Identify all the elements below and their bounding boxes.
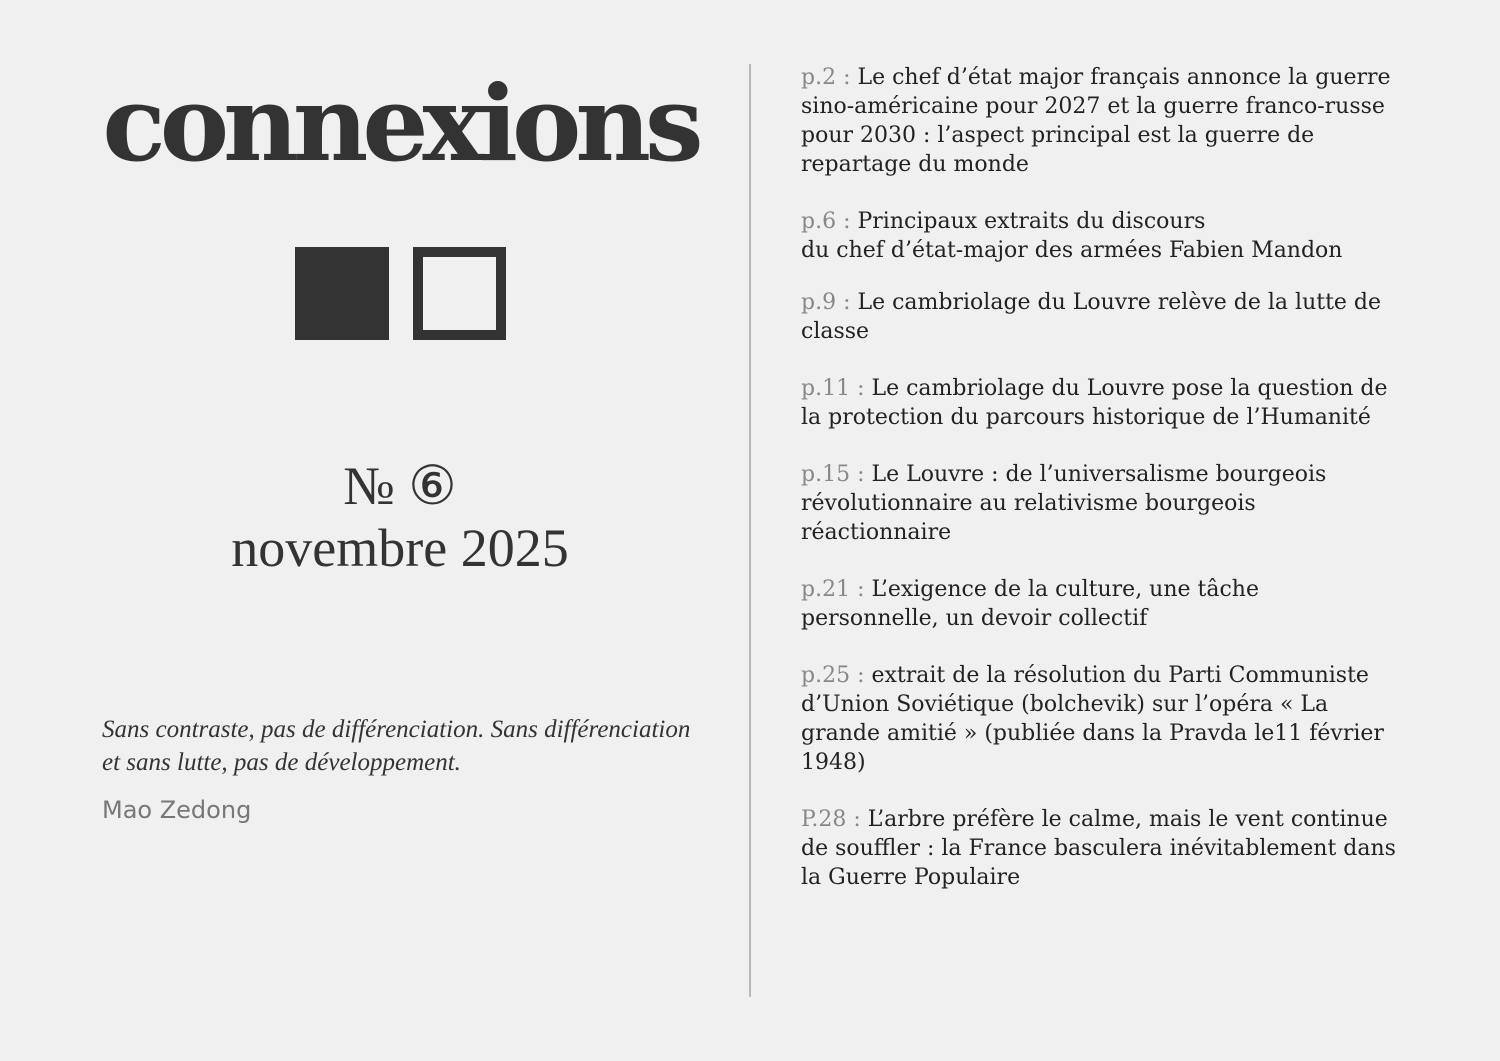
toc-page-number: p.21 : [801, 577, 865, 602]
toc-entry [801, 207, 1401, 265]
toc-article-title: Le cambriolage du Louvre relève de la lutte de classe [801, 290, 1382, 344]
issue-number: № ⑥ [343, 456, 457, 516]
toc-page-number: p.25 : [801, 663, 865, 688]
toc-article-title: Le chef d’état major français annonce la guerre sino-américaine pour 2027 et la guerre franco-russe pour 2030 : l’aspect principal est la guerre de repartage du monde [801, 65, 1391, 177]
epigraph-quote: Sans contraste, pas de différenciation. Sans différenciation et sans lutte, pas de développement. [102, 716, 691, 776]
table-of-contents [801, 63, 1401, 920]
toc-entry [801, 63, 1401, 179]
toc-article-title: Le Louvre : de l’universalisme bourgeois révolutionnaire au relativisme bourgeois réactionnaire [801, 462, 1327, 545]
toc-article-title: Le cambriolage du Louvre pose la question de la protection du parcours historique de l’Humanité [801, 376, 1388, 430]
toc-entry [801, 374, 1401, 432]
toc-entry [801, 661, 1401, 777]
toc-page-number: p.9 : [801, 290, 851, 315]
filled-square-logo-icon [295, 247, 389, 340]
toc-entry [801, 460, 1401, 547]
epigraph-author: Mao Zedong [102, 796, 252, 824]
toc-page-number: P.28 : [801, 807, 861, 832]
toc-page-number: p.6 : [801, 209, 851, 234]
toc-article-title: L’exigence de la culture, une tâche personnelle, un devoir collectif [801, 577, 1259, 631]
issue-block [0, 455, 800, 579]
toc-entry [801, 575, 1401, 633]
toc-article-title: Principaux extraits du discours du chef d’état-major des armées Fabien Mandon [801, 209, 1343, 263]
toc-entry [801, 805, 1401, 892]
toc-page-number: p.2 : [801, 65, 851, 90]
vertical-divider [749, 64, 751, 997]
toc-page-number: p.15 : [801, 462, 865, 487]
outline-square-logo-icon [413, 247, 506, 340]
issue-date: novembre 2025 [231, 518, 569, 579]
toc-article-title: extrait de la résolution du Parti Communiste d’Union Soviétique (bolchevik) sur l’opéra « La grande amitié » (publiée dans la Pravda le11 février 1948) [801, 663, 1384, 775]
toc-entry [801, 288, 1401, 346]
masthead-title: connexions [102, 62, 698, 185]
toc-page-number: p.11 : [801, 376, 865, 401]
toc-article-title: L’arbre préfère le calme, mais le vent continue de souffler : la France basculera inévitablement dans la Guerre Populaire [801, 807, 1396, 890]
